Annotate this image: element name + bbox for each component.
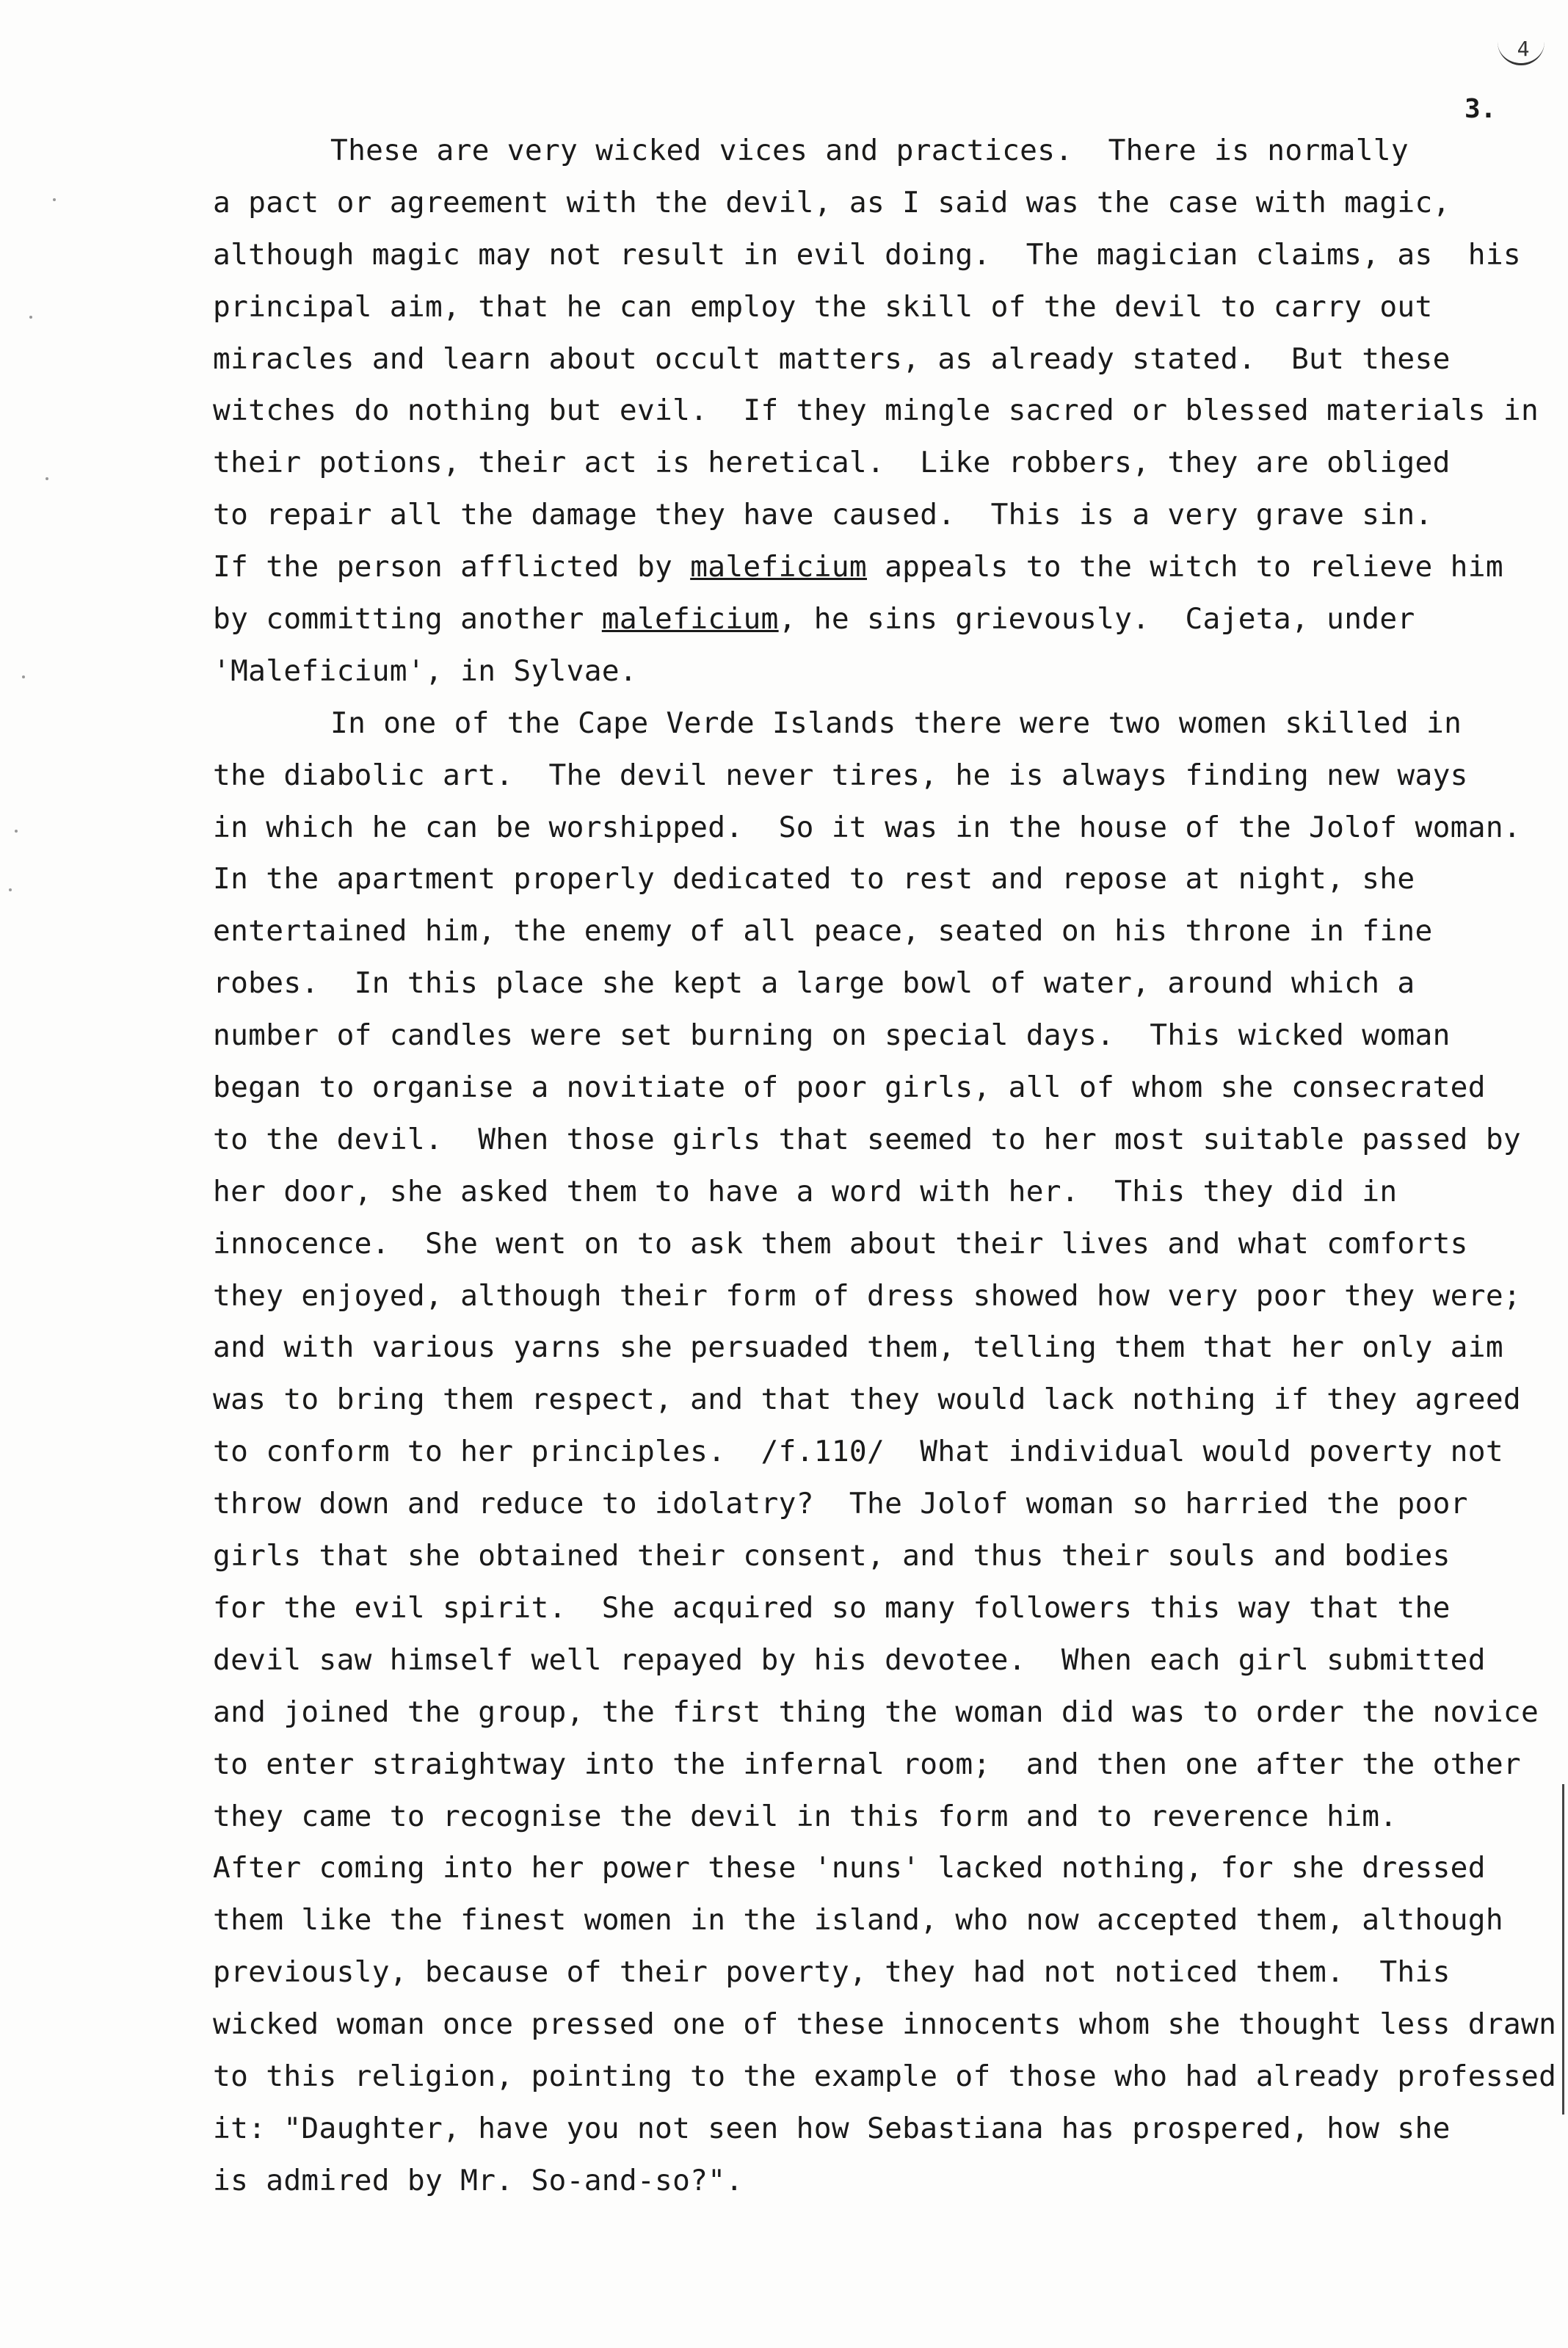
text-line: 'Maleficium', in Sylvae.	[213, 653, 637, 688]
page-number: 3.	[1464, 94, 1497, 124]
text-line: to the devil. When those girls that seemed to her most suitable passed by	[213, 1122, 1521, 1156]
text-line: for the evil spirit. She acquired so many followers this way that the	[213, 1590, 1451, 1625]
text-line: These are very wicked vices and practices. There is normally	[330, 134, 1409, 167]
text-line-maleficium: by committing another maleficium, he sins grievously. Cajeta, under	[213, 602, 1415, 637]
body-text	[213, 125, 1556, 2207]
text-line: previously, because of their poverty, they had not noticed them. This	[213, 1955, 1451, 1990]
text-line: entertained him, the enemy of all peace, seated on his throne in fine	[213, 914, 1433, 949]
folio-mark: 4	[1517, 37, 1530, 61]
text-line: their potions, their act is heretical. Like robbers, they are obliged	[213, 446, 1451, 480]
text-line: wicked woman once pressed one of these innocents whom she thought less drawn	[213, 2007, 1557, 2042]
text-line: to enter straightway into the infernal room; and then one after the other	[213, 1747, 1521, 1781]
left-margin-specks	[0, 0, 88, 2348]
text-line: them like the finest women in the island, who now accepted them, although	[213, 1903, 1503, 1938]
text-line: witches do nothing but evil. If they mingle sacred or blessed materials in	[213, 394, 1539, 428]
paragraph-2	[213, 697, 1556, 2207]
text-line: number of candles were set burning on special days. This wicked woman	[213, 1018, 1451, 1053]
text-line: they enjoyed, although their form of dress showed how very poor they were;	[213, 1278, 1521, 1313]
text-line: although magic may not result in evil doing. The magician claims, as his	[213, 237, 1521, 272]
text-line: After coming into her power these 'nuns' lacked nothing, for she dressed	[213, 1851, 1486, 1885]
text-line: and with various yarns she persuaded them, telling them that her only aim	[213, 1330, 1503, 1365]
text-line: In the apartment properly dedicated to rest and repose at night, she	[213, 862, 1415, 896]
text-line: began to organise a novitiate of poor girls, all of whom she consecrated	[213, 1070, 1486, 1105]
text-line: and joined the group, the first thing the woman did was to order the novice	[213, 1695, 1539, 1729]
text-line: the diabolic art. The devil never tires, he is always finding new ways	[213, 758, 1468, 792]
text-line: it: "Daughter, have you not seen how Sebastiana has prospered, how she	[213, 2111, 1451, 2145]
text-line: is admired by Mr. So-and-so?".	[213, 2163, 744, 2197]
text-line: innocence. She went on to ask them about their lives and what comforts	[213, 1226, 1468, 1261]
text-line: in which he can be worshipped. So it was in the house of the Jolof woman.	[213, 810, 1521, 844]
text-line: to this religion, pointing to the example of those who had already professed	[213, 2059, 1557, 2093]
underlined-term: maleficium	[601, 602, 779, 637]
right-edge-rule	[1562, 1784, 1564, 2115]
text-line: to conform to her principles. /f.110/ What individual would poverty not	[213, 1435, 1503, 1469]
text-line: In one of the Cape Verde Islands there were two women skilled in	[330, 706, 1462, 740]
text-line: was to bring them respect, and that they would lack nothing if they agreed	[213, 1383, 1521, 1417]
text-line: devil saw himself well repayed by his devotee. When each girl submitted	[213, 1642, 1486, 1677]
text-line: her door, she asked them to have a word with her. This they did in	[213, 1174, 1398, 1209]
underlined-term: maleficium	[690, 550, 867, 584]
paragraph-1	[213, 125, 1556, 697]
text-line: girls that she obtained their consent, and thus their souls and bodies	[213, 1539, 1451, 1573]
text-line: a pact or agreement with the devil, as I said was the case with magic,	[213, 185, 1451, 220]
text-line: to repair all the damage they have caused. This is a very grave sin.	[213, 498, 1433, 532]
text-line: miracles and learn about occult matters, as already stated. But these	[213, 341, 1451, 376]
text-line: robes. In this place she kept a large bowl of water, around which a	[213, 966, 1415, 1001]
text-line: principal aim, that he can employ the skill of the devil to carry out	[213, 289, 1433, 324]
text-line-maleficium: If the person afflicted by maleficium appeals to the witch to relieve him	[213, 550, 1503, 584]
text-line: throw down and reduce to idolatry? The Jolof woman so harried the poor	[213, 1487, 1468, 1521]
text-line: they came to recognise the devil in this form and to reverence him.	[213, 1799, 1398, 1833]
